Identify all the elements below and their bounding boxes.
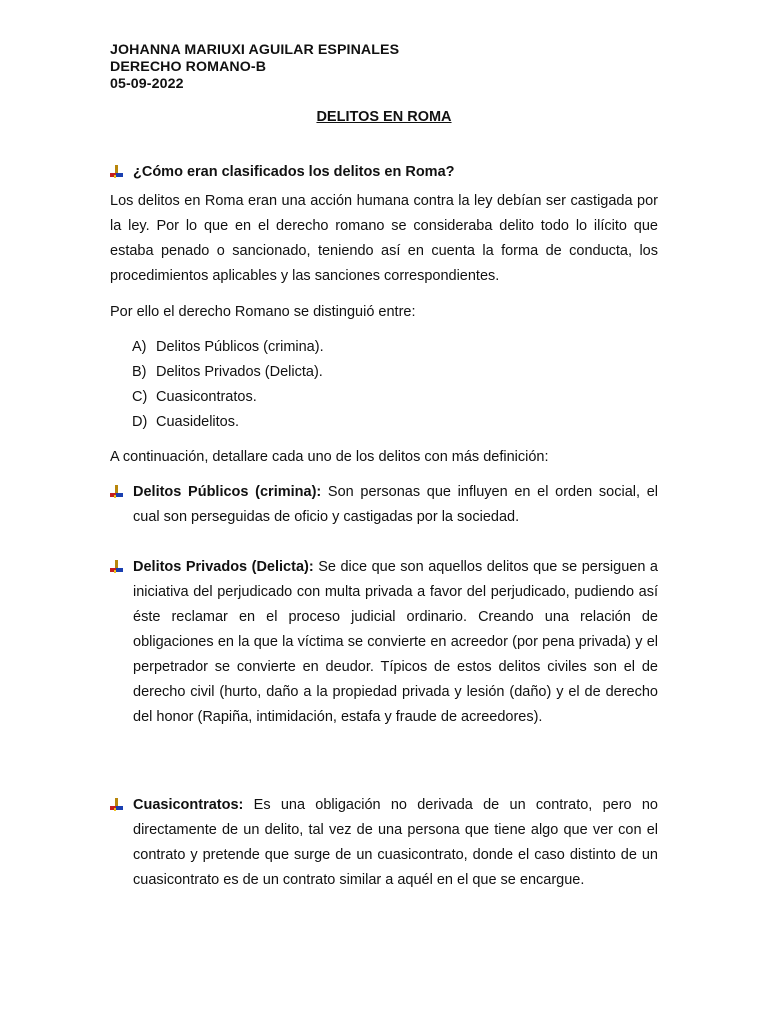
intro-paragraph: Los delitos en Roma eran una acción humana contra la ley debían ser castigada por la ley. Por lo que en el derecho romano se consideraba delito todo lo ilícito que estaba penado o sancionado, teniendo así en cuenta la forma de conducta, los procedimientos aplicables y las sanciones correspondientes. bbox=[110, 193, 658, 284]
definition-term: Delitos Públicos (crimina): bbox=[133, 484, 322, 500]
detail-intro: A continuación, detallare cada uno de los delitos con más definición: bbox=[110, 449, 549, 465]
list-text: Delitos Privados (Delicta). bbox=[156, 364, 323, 380]
list-text: Cuasidelitos. bbox=[156, 414, 240, 430]
pushpin-bullet-icon bbox=[110, 560, 123, 573]
list-text: Cuasicontratos. bbox=[156, 389, 257, 405]
list-letter: C) bbox=[132, 389, 148, 405]
author-name: JOHANNA MARIUXI AGUILAR ESPINALES bbox=[110, 42, 400, 58]
definition-quasicontract bbox=[110, 793, 658, 893]
list-letter: D) bbox=[132, 414, 148, 430]
pushpin-bullet-icon bbox=[110, 798, 123, 811]
document-date: 05-09-2022 bbox=[110, 76, 184, 92]
course-name: DERECHO ROMANO-B bbox=[110, 59, 267, 75]
definition-term: Cuasicontratos: bbox=[133, 797, 244, 813]
pushpin-bullet-icon bbox=[110, 165, 123, 178]
definition-text: Se dice que son aquellos delitos que se persiguen a iniciativa del perjudicado con multa privada a favor del perjudicado, pudiendo así éste reclamar en el proceso judicial ordinario. Creando una relación de obligaciones en la que la víctima se convierte en acreedor (por pena privada) y el perpetrador se convierte en deudor. Típicos de estos delitos civiles son el de derecho civil (hurto, daño a la propiedad privada y lesión (daño) y el de derecho del honor (Rapiña, intimidación, estafa y fraude de acreedores). bbox=[133, 559, 658, 725]
pushpin-bullet-icon bbox=[110, 485, 123, 498]
definition-text: Son personas que influyen en el orden social, el cual son perseguidas de oficio y castigadas por la sociedad. bbox=[133, 484, 658, 525]
list-letter: A) bbox=[132, 339, 147, 355]
page-title: DELITOS EN ROMA bbox=[316, 109, 452, 125]
question-heading: ¿Cómo eran clasificados los delitos en Roma? bbox=[133, 164, 455, 180]
definition-private bbox=[110, 555, 658, 730]
list-item bbox=[132, 413, 239, 431]
list-text: Delitos Públicos (crimina). bbox=[156, 339, 324, 355]
distinction-intro: Por ello el derecho Romano se distinguió entre: bbox=[110, 304, 416, 320]
list-item bbox=[132, 388, 257, 406]
definition-text: Es una obligación no derivada de un contrato, pero no directamente de un delito, tal vez de una persona que tiene algo que ver con el contrato y pretende que surge de un cuasicontrato, donde el caso distinto de un cuasicontrato es de un contrato similar a aquél en el que se encargue. bbox=[133, 797, 658, 888]
list-item bbox=[132, 338, 324, 356]
definition-public bbox=[110, 480, 658, 530]
definition-term: Delitos Privados (Delicta): bbox=[133, 559, 314, 575]
list-letter: B) bbox=[132, 364, 147, 380]
question-block bbox=[110, 160, 658, 185]
list-item bbox=[132, 363, 323, 381]
